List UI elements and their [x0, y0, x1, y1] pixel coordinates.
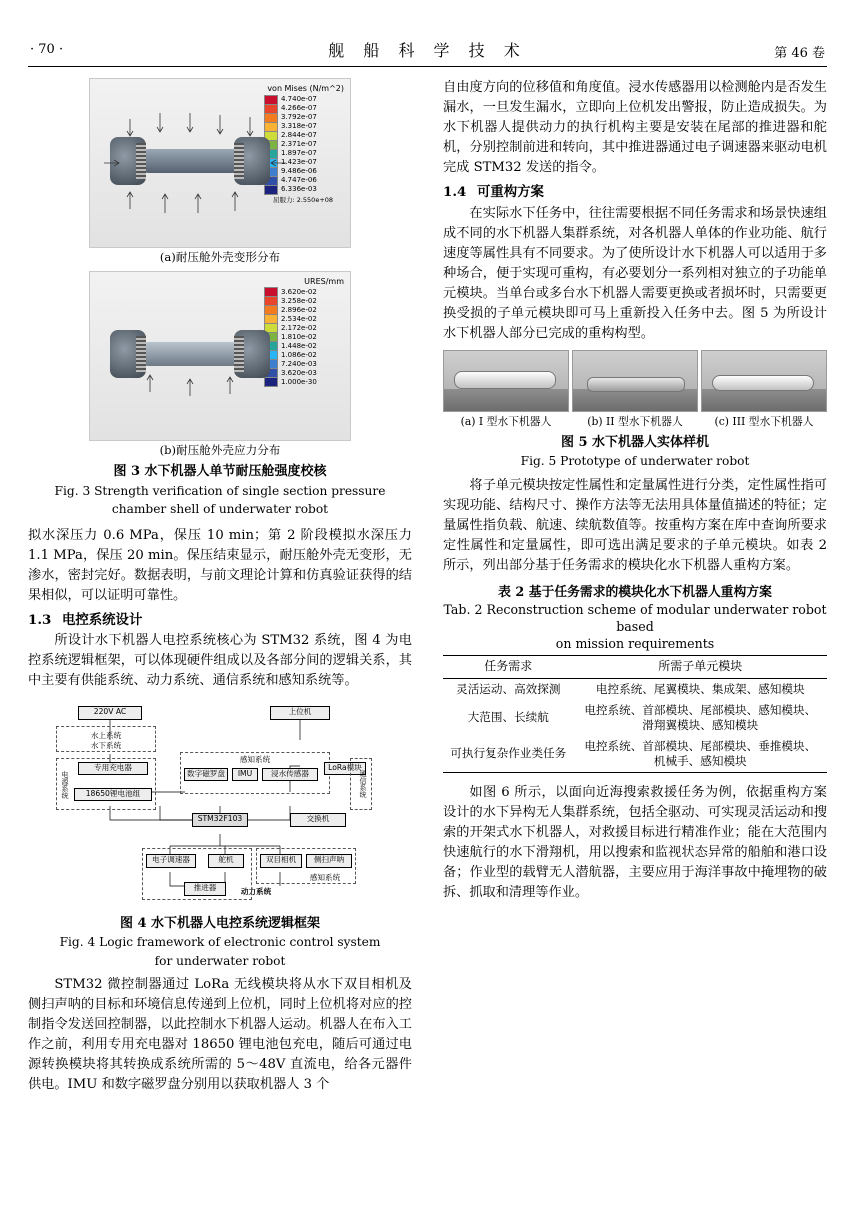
legend-value: 3.620e-03	[281, 368, 317, 377]
table-2	[443, 584, 827, 773]
journal-title: 舰 船 科 学 技 术	[328, 41, 527, 60]
node-esc: 电子调速器	[146, 854, 196, 868]
cell-modules-line: 电控系统、首部模块、尾部模块、垂推模块、	[584, 738, 817, 753]
left-paragraph-2: 所设计水下机器人电控系统核心为 STM32 系统，图 4 为电控系统逻辑框架，可以体现硬件组成以及各部分间的逻辑关系，其中主要有供能系统、动力系统、通信系统和感知系统等。	[28, 633, 412, 689]
figure-3-caption-en-1: Fig. 3 Strength verification of single section pressure	[54, 483, 386, 498]
section-title-1-4: 可重构方案	[477, 184, 544, 201]
reconstruction-scheme-table	[443, 655, 827, 773]
figure-3a	[28, 78, 412, 267]
section-heading-1-3	[28, 610, 412, 630]
fea-legend-title-b: URES/mm	[304, 276, 344, 286]
figure-3-caption-en-2: chamber shell of underwater robot	[111, 502, 329, 517]
legend-value: 9.486e-06	[281, 167, 317, 176]
prototype-photo-a	[443, 350, 569, 412]
section-number-1-4: 1.4	[443, 184, 467, 201]
legend-value: 1.448e-02	[281, 341, 317, 350]
node-imu: IMU	[232, 768, 258, 781]
section-number-1-3: 1.3	[28, 611, 52, 628]
cell-need: 可执行复杂作业类任务	[443, 736, 574, 773]
robot-body-i	[454, 371, 556, 389]
figure-4-caption-en-1: Fig. 4 Logic framework of electronic control system	[59, 935, 381, 950]
table-row	[443, 700, 827, 736]
node-digital-compass: 数字磁罗盘	[184, 768, 228, 781]
prototype-photos	[443, 350, 827, 412]
chamber-shaft	[144, 342, 238, 366]
cell-modules-line: 机械手、感知模块	[653, 753, 747, 768]
table-header-need: 任务需求	[443, 656, 574, 679]
figure-4	[28, 696, 412, 969]
left-column	[28, 78, 412, 1095]
cell-modules-line: 电控系统、尾翼模块、集成架、感知模块	[595, 681, 805, 696]
node-side-scan-sonar: 侧扫声呐	[306, 854, 352, 868]
cell-modules	[574, 678, 827, 700]
volume-label: 第 46 卷	[774, 46, 825, 61]
group-perception	[256, 848, 356, 884]
photo-background	[702, 389, 826, 411]
pressure-chamber-model-b	[110, 330, 270, 378]
prototype-photo-c	[701, 350, 827, 412]
fea-legend-a	[264, 95, 342, 205]
node-host-computer: 上位机	[270, 706, 330, 720]
legend-value: 6.336e-03	[281, 185, 317, 194]
figure-5-caption-cn: 图 5 水下机器人实体样机	[560, 434, 710, 450]
legend-value: 1.423e-07	[281, 158, 317, 167]
figure-3b	[28, 271, 412, 460]
legend-value: 2.844e-07	[281, 131, 317, 140]
right-paragraph-2: 在实际水下任务中，往往需要根据不同任务需求和场景快速组成不同的水下机器人集群系统，对各机器人单体的作业功能、航行速度等属性具有不同要求。为了使所设计水下机器人可以适用于多种场合，便于实现可重构，有必要划分一系列相对独立的子功能单元模块。当单台或多台水下机器人需要更换或者损坏时，只需要更换受损的子单元模块即可马上重新投入任务中去。图 5 为所设计水下机器人部分已完成的重构构型。	[443, 205, 827, 342]
node-thruster: 推进器	[184, 882, 226, 896]
cell-modules-line: 滑翔翼模块、感知模块	[642, 717, 759, 732]
cell-modules-line: 电控系统、首部模块、尾部模块、感知模块、	[584, 702, 817, 717]
legend-value: 2.534e-02	[281, 314, 317, 323]
page-number-left: · 70 ·	[30, 42, 64, 57]
right-paragraph-3: 将子单元模块按定性属性和定量属性进行分类，定性属性指可实现功能、结构尺寸、操作方法等无法用具体量值描述的特征；定量属性指负载、航速、续航数值等。按重构方案在库中查询所要求定性属性和定量属性，即可选出满足要求的子单元模块。如表 2 所示，列出部分基于任务需求的模块化水下机器人重构方案。	[443, 477, 827, 573]
table-2-caption-en-2: on mission requirements	[555, 636, 715, 652]
right-paragraph-4: 如图 6 所示，以面向近海搜索救援任务为例，依据重构方案设计的水下异构无人集群系统，包括全驱动、可实现灵活运动和搜索的开架式水下机器人，对救援目标进行精准作业；能在大范围内快速航行的水下滑翔机，用以搜索和监视状态异常的船舶和港口设备；作业型的载臂无人潜航器，主要应用于海洋事故中掩埋物的破拆、抓取和清理等作业。	[443, 785, 827, 901]
header-divider	[28, 66, 827, 67]
figure-3b-subcaption: (b)耐压舱外壳应力分布	[159, 442, 281, 457]
photo-background	[573, 389, 697, 411]
figure-5a-subcaption: (a) I 型水下机器人	[460, 415, 552, 429]
cell-modules	[574, 736, 827, 773]
fea-image-stress	[89, 78, 351, 248]
node-stereo-camera: 双目相机	[260, 854, 302, 868]
label-sense-subsystem: 感知系统	[309, 872, 341, 882]
legend-value: 4.266e-07	[281, 104, 317, 113]
legend-swatch	[264, 185, 278, 195]
fea-yield-label: 屈服力: 2.550e+08	[272, 196, 334, 204]
group-actuation	[142, 848, 252, 900]
figure-4-caption-en-2: for underwater robot	[154, 953, 286, 968]
label-surface-system: 水上系统	[90, 730, 122, 740]
control-system-diagram	[50, 696, 390, 911]
cell-need: 灵活运动、高效探测	[456, 681, 561, 696]
legend-value: 1.810e-02	[281, 332, 317, 341]
node-servo: 舵机	[208, 854, 244, 868]
cell-modules	[574, 700, 827, 736]
node-ac-input: 220V AC	[78, 706, 142, 720]
chamber-flange-left	[136, 336, 146, 372]
legend-value: 7.240e-03	[281, 359, 317, 368]
legend-value: 4.747e-06	[281, 176, 317, 185]
table-2-caption-en-1: Tab. 2 Reconstruction scheme of modular underwater robot based	[443, 602, 827, 635]
figure-5	[443, 350, 827, 469]
right-paragraph-1: 自由度方向的位移值和角度值。浸水传感器用以检测舱内是否发生漏水，一旦发生漏水，立即向上位机发出警报，防止造成损失。为水下机器人提供动力的执行机构主要是安装在尾部的推进器和舵机，分别控制前进和转向，其中推进器通过电子调速器来驱动电机完成 STM32 发送的指令。	[443, 80, 827, 176]
legend-value: 2.172e-02	[281, 323, 317, 332]
chamber-flange-right	[234, 143, 244, 179]
chamber-shaft	[144, 149, 238, 173]
legend-value: 3.258e-02	[281, 296, 317, 305]
right-column	[443, 78, 827, 903]
fea-legend-title-a: von Mises (N/m^2)	[267, 84, 344, 93]
robot-body-iii	[712, 375, 814, 391]
chamber-flange-right	[234, 336, 244, 372]
legend-value: 1.897e-07	[281, 149, 317, 158]
figure-3a-subcaption: (a)耐压舱外壳变形分布	[159, 250, 281, 264]
node-mcu: STM32F103	[192, 813, 248, 827]
label-underwater-system: 水下系统	[90, 740, 122, 750]
table-2-caption-cn: 表 2 基于任务需求的模块化水下机器人重构方案	[498, 584, 772, 600]
node-leak-sensor: 浸水传感器	[262, 768, 318, 781]
label-sensing-system: 感知系统	[239, 754, 271, 764]
legend-value: 1.000e-30	[281, 377, 317, 386]
legend-value: 2.371e-07	[281, 140, 317, 149]
chamber-flange-left	[136, 143, 146, 179]
table-row	[443, 678, 827, 700]
legend-value: 3.792e-07	[281, 113, 317, 122]
legend-value: 1.086e-02	[281, 350, 317, 359]
left-paragraph-1: 拟水深压力 0.6 MPa，保压 10 min；第 2 阶段模拟水深压力 1.1 MPa，保压 20 min。保压结束显示，耐压舱外壳无变形，无渗水，密封完好。数据表明，与前文理论计算和仿真验证获得的结果相似，可以证明可靠性。	[28, 527, 412, 603]
node-charger: 专用充电器	[78, 762, 148, 775]
photo-background	[444, 389, 568, 411]
node-switch: 交换机	[290, 813, 346, 827]
label-power-subsystem: 动力系统	[240, 886, 272, 896]
legend-swatch	[264, 377, 278, 387]
figure-5c-subcaption: (c) III 型水下机器人	[714, 415, 814, 429]
legend-value: 4.740e-07	[281, 95, 317, 104]
table-row	[443, 736, 827, 773]
table-header-modules: 所需子单元模块	[574, 656, 827, 679]
fea-image-displacement	[89, 271, 351, 441]
label-power-system: 电源系统	[61, 770, 69, 799]
pressure-chamber-model	[110, 137, 270, 185]
figure-5b-subcaption: (b) II 型水下机器人	[587, 415, 683, 429]
label-communication-system: 通信系统	[359, 769, 367, 798]
node-lora-module: LoRa模块	[324, 762, 366, 775]
legend-value: 3.620e-02	[281, 287, 317, 296]
section-heading-1-4	[443, 182, 827, 202]
cell-need: 大范围、长续航	[467, 710, 549, 725]
table-2-caption	[443, 584, 827, 652]
fea-legend-b	[264, 288, 342, 387]
figure-4-caption-cn: 图 4 水下机器人电控系统逻辑框架	[119, 915, 321, 931]
legend-value: 3.318e-07	[281, 122, 317, 131]
figure-3-caption-cn: 图 3 水下机器人单节耐压舱强度校核	[113, 464, 327, 480]
prototype-photo-captions	[443, 414, 827, 430]
figure-5-caption-en: Fig. 5 Prototype of underwater robot	[520, 454, 750, 469]
node-battery: 18650锂电池组	[74, 788, 152, 801]
legend-value: 2.896e-02	[281, 305, 317, 314]
robot-body-ii	[587, 377, 685, 392]
left-paragraph-3: STM32 微控制器通过 LoRa 无线模块将从水下双目相机及侧扫声呐的目标和环境信息传递到上位机，同时上位机将对应的控制指令发送回控制器，以此控制水下机器人运动。机器人在布入工作之前，利用专用充电器对 18650 锂电池包充电，随后可通过电源转换模块将其转换成系统所需的 5～48V 直流电，给各元器件供电。IMU 和数字磁罗盘分别用以获取机器人 3 个	[28, 977, 412, 1093]
section-title-1-3: 电控系统设计	[62, 611, 143, 628]
running-head	[30, 38, 825, 64]
prototype-photo-b	[572, 350, 698, 412]
